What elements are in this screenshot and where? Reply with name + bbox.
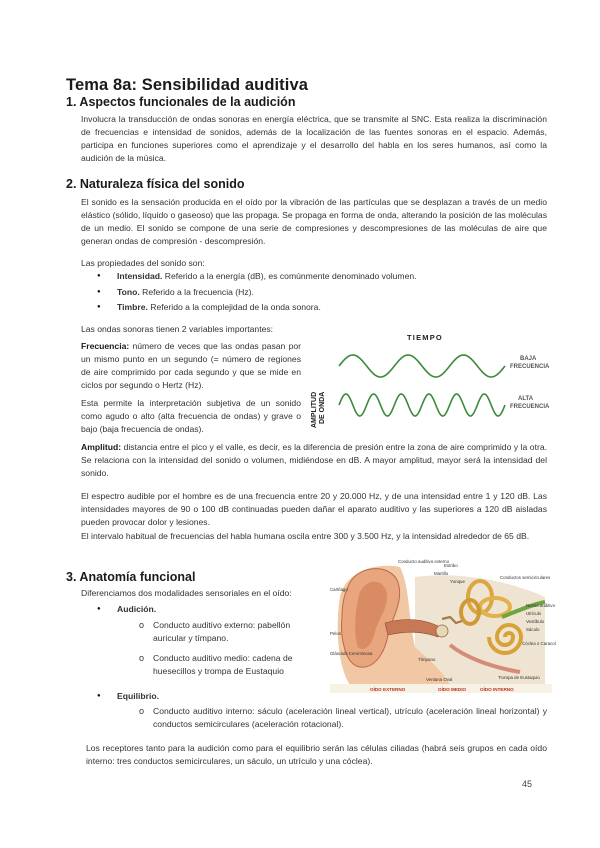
property-text: Referido a la frecuencia (Hz).	[139, 286, 254, 297]
section-1-paragraph: Involucra la transducción de ondas sonoras en energía eléctrica, que se transmite al SNC. Esta realiza la discriminación de frecuencias e intensidad de sonidos, además de la localización de las fuentes sonoras en el espacio. Además, participa en funciones superiores como el aprendizaje y el desarrollo del habla en los seres humanos, así como la audición de la música.	[81, 114, 547, 163]
property-term: Tono.	[117, 286, 140, 297]
label-trompa: Trompa de Eustaquio	[498, 675, 540, 680]
section-2-heading: 2. Naturaleza física del sonido	[66, 177, 245, 191]
page-title: Tema 8a: Sensibilidad auditiva	[66, 76, 309, 94]
label-saculo: Sáculo	[526, 627, 540, 632]
label-oido-externo: OÍDO EXTERNO	[370, 687, 406, 692]
sub-bullet: o	[139, 706, 145, 716]
time-label: TIEMPO	[407, 333, 443, 342]
section-3-heading: 3. Anatomía funcional	[66, 570, 196, 584]
equilibrio-list	[81, 690, 159, 706]
label-conducto: Conducto auditivo externo	[398, 559, 450, 564]
property-item	[81, 301, 417, 317]
label-martillo: Martillo	[434, 571, 449, 576]
amplitude-term: Amplitud:	[81, 442, 122, 452]
section-2-paragraph: El sonido es la sensación producida en el oído por la vibración de las partículas que se desplazan a través de un medio elástico (sólido, líquido o gaseoso) que las propaga. Se propaga en forma de onda, alterando la posición de las moléculas de un medio. El sonido se compone de una serie de compresiones y descompresiones de las moléculas de aire que generan ondas de compresión - descompresión.	[81, 197, 547, 246]
high-freq-label: ALTA	[518, 396, 534, 402]
tympanum	[436, 625, 448, 637]
audicion-item	[81, 603, 156, 619]
sub-bullet: o	[139, 653, 145, 663]
closing-paragraph: Los receptores tanto para la audición como para el equilibrio serán las células ciliadas (habrá seis grupos en cada oído interno: tres conductos semicirculares, un sáculo, un utrículo y una cóclea).	[86, 743, 547, 766]
label-coclea: Cóclea o Caracol	[522, 641, 556, 646]
eq-subitem-text: Conducto auditivo interno: sáculo (aceleración lineal vertical), utrículo (aceleración lineal horizontal) y conductos semicirculares (aceleración rotacional).	[153, 706, 547, 729]
property-text: Referido a la energía (dB), es comúnmente denominado volumen.	[162, 271, 417, 281]
aud-subitem	[139, 619, 323, 645]
property-term: Timbre.	[117, 302, 148, 312]
section-3-intro: Diferenciamos dos modalidades sensoriales en el oído:	[81, 588, 292, 598]
frequency-text: número de veces que las ondas pasan por un mismo punto en un segundo (= número de regiones de aire comprimido por cada segundo y que se mide en ciclos por segundo o Hertz (Hz).	[81, 341, 301, 390]
properties-intro: Las propiedades del sonido son:	[81, 258, 205, 268]
sub-bullet: o	[139, 620, 145, 630]
high-frequency-wave	[339, 394, 505, 416]
property-item	[81, 270, 417, 286]
amplitude-label: AMPLITUD	[311, 391, 318, 428]
eq-subitem	[139, 705, 547, 731]
low-frequency-wave	[339, 355, 505, 377]
label-pelos: Pelos	[330, 631, 341, 636]
page-number: 45	[522, 779, 533, 789]
high-freq-label-2: FRECUENCIA	[510, 404, 550, 410]
label-oido-medio: OÍDO MEDIO	[438, 687, 467, 692]
aud-subitem-text: Conducto auditivo medio: cadena de huesecillos y trompa de Eustaquio	[153, 653, 293, 676]
label-glandulas: Glándula Ceruminosa	[330, 651, 373, 656]
equilibrio-label: Equilibrio.	[117, 691, 160, 701]
frequency-term: Frecuencia:	[81, 341, 130, 351]
property-item	[81, 286, 417, 302]
label-vestibulo: Vestíbulo	[526, 619, 545, 624]
property-text: Referido a la complejidad de la onda sonora.	[147, 302, 321, 312]
property-term: Intensidad.	[117, 271, 163, 281]
label-cartilago: Cartílago	[330, 587, 348, 592]
amplitude-definition	[81, 441, 547, 480]
label-estribo: Estribo	[444, 563, 458, 568]
equilibrio-item	[81, 690, 159, 706]
speech-paragraph: El intervalo habitual de frecuencias del habla humana oscila entre 300 y 3.500 Hz, y la intensidad alrededor de 65 dB.	[81, 531, 530, 541]
audicion-label: Audición.	[117, 604, 157, 614]
low-freq-label-2: FRECUENCIA	[510, 364, 550, 370]
frequency-definition	[81, 340, 301, 392]
label-utriculo: Utrículo	[526, 611, 542, 616]
amplitude-text: distancia entre el pico y el valle, es decir, es la diferencia de presión entre la zona de aire comprimido y la otra. Se relaciona con la intensidad del sonido o volumen, midiéndose en dB. A mayor amplitud, mayor será la intensidad del sonido.	[81, 442, 547, 478]
label-timpano: Tímpano	[418, 657, 436, 662]
section-1-heading: 1. Aspectos funcionales de la audición	[66, 95, 296, 109]
audicion-list	[81, 603, 156, 619]
amplitude-label-2: DE ONDA	[319, 391, 326, 424]
label-ventana: Ventana Oval	[426, 677, 453, 682]
frequency-interpretation: Esta permite la interpretación subjetiva de un sonido como agudo o alto (alta frecuencia de ondas) y grave o bajo (baja frecuencia de ondas).	[81, 398, 301, 434]
label-nervio: Nervio auditivo	[526, 603, 556, 608]
wave-figure	[305, 330, 550, 430]
aud-subitem-text: Conducto auditivo externo: pabellón auricular y tímpano.	[153, 620, 291, 643]
label-yunque: Yunque	[450, 579, 465, 584]
aud-subitem	[139, 652, 323, 678]
properties-list	[81, 270, 417, 317]
ear-anatomy-illustration	[330, 557, 556, 693]
label-oido-interno: OÍDO INTERNO	[480, 687, 514, 692]
label-semicirc: Conductos semicirculares	[500, 575, 551, 580]
variables-intro: Las ondas sonoras tienen 2 variables importantes:	[81, 324, 274, 334]
low-freq-label: BAJA	[520, 356, 537, 362]
spectrum-paragraph: El espectro audible por el hombre es de una frecuencia entre 20 y 20.000 Hz, y de una intensidad entre 1 y 120 dB. Las intensidades mayores de 90 o 100 dB continuadas pueden dañar el aparato auditivo y las superiores a 120 dB aisladas pueden provocar dolor y lesiones.	[81, 491, 547, 527]
